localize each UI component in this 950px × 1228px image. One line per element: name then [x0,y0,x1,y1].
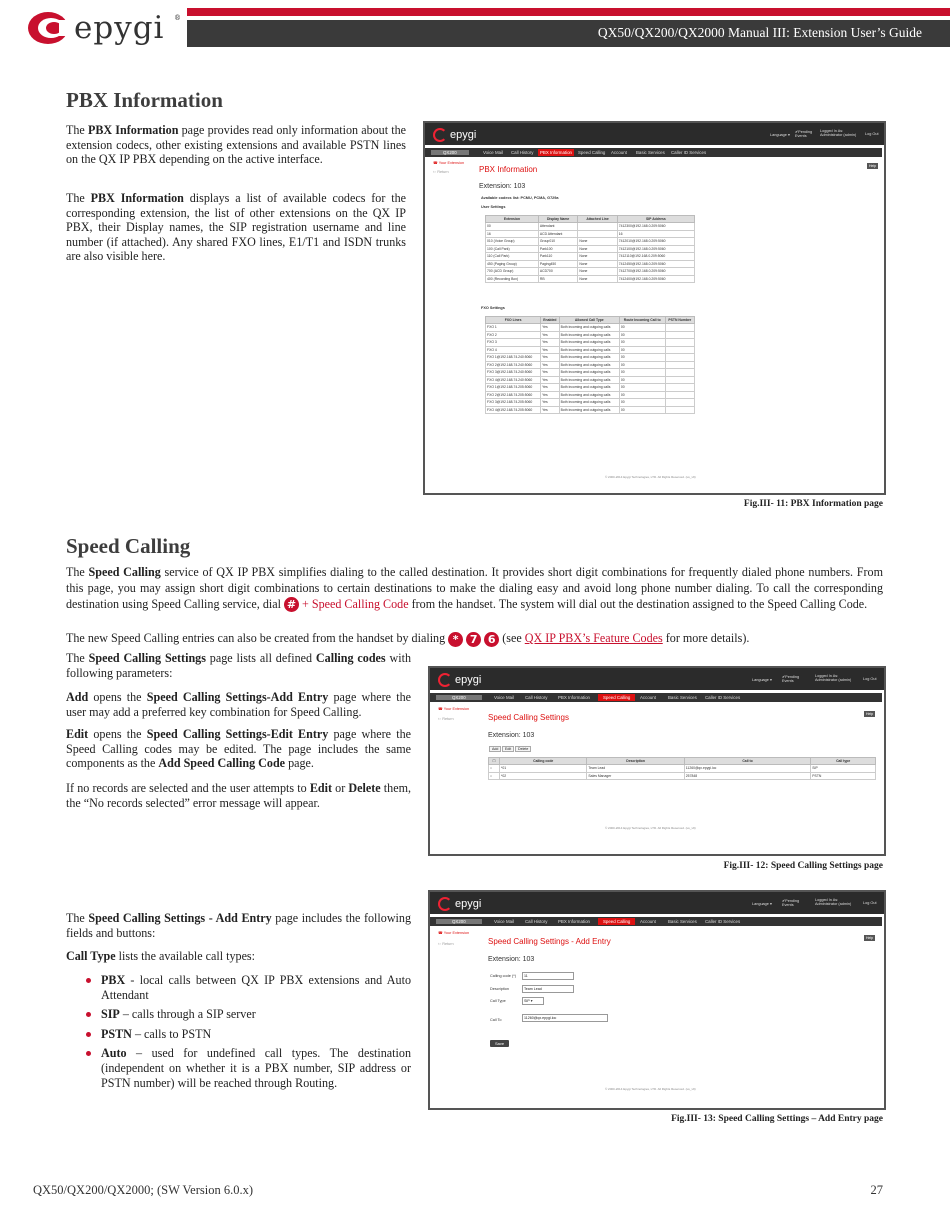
speed-paragraph-add: Add opens the Speed Calling Settings-Add Entry page where the user may add a preferred key combination for Speed Calling. [66,690,412,719]
table-cell: Yes [541,406,560,414]
col-description: Description [587,758,684,765]
table-row [486,238,695,246]
mini-tab-caller-id-services[interactable]: Caller ID Services [671,150,707,155]
table-cell: Yes [541,361,560,369]
table-cell: *02 [500,772,587,780]
figure-caption-13: Fig.III- 13: Speed Calling Settings – Add Entry page [671,1114,883,1124]
feature-codes-link[interactable]: QX IP PBX’s Feature Codes [524,631,663,645]
table-cell: Both incoming and outgoing calls [559,406,619,414]
mini-logo: epygi [438,673,481,687]
mini-page-title: Speed Calling Settings - Add Entry [488,937,611,946]
mini-user-settings-label: User Settings [481,205,506,209]
table-cell: 7412450@192.168.0.209:5060 [617,260,694,268]
table-cell: FXO 3@192.168.74.205:5060 [486,399,541,407]
mini-tab-account[interactable]: Account [640,695,656,700]
table-cell: 11260@qx.epygi.loc [684,765,811,773]
speed-paragraph-add-entry: The Speed Calling Settings - Add Entry page includes the following fields and buttons: [66,911,412,940]
table-cell: Yes [541,391,560,399]
table-cell: FXO 2@192.168.74.205:5060 [486,391,541,399]
table-cell: FXO 1@192.168.74.205:5060 [486,384,541,392]
mini-description-input[interactable]: Team Lead [522,985,574,993]
table-row [486,339,695,347]
table-cell: 00 [619,361,665,369]
pbx-paragraph-2: The PBX Information displays a list of available codecs for the corresponding extension, the list of other extensions on the QX IP PBX, their Display names, the SIP registration username and line number (if attached). Any shared FXO lines, E1/T1 and ISDN trunks are also visible here. [66,191,407,264]
speed-paragraph-2: The new Speed Calling entries can also be created from the handset by dialing * 7 6 (see QX IP PBX’s Feature Codes for more details). [66,631,750,646]
table-cell [665,369,694,377]
registered-mark: ® [174,14,181,22]
mini-tab-speed-calling[interactable]: Speed Calling [578,150,606,155]
speed-calling-add-entry-screenshot [428,890,886,1110]
table-cell: None [578,260,617,268]
epygi-logo [24,8,184,48]
col-route-incoming: Route Incoming Call to [619,317,665,324]
document-title: QX50/QX200/QX2000 Manual III: Extension User’s Guide [597,25,922,40]
mini-side-your-extension[interactable]: ☎ Your Extension [438,931,470,935]
table-cell: None [578,245,617,253]
table-cell: Both incoming and outgoing calls [559,391,619,399]
mini-fxo-table [485,316,695,414]
mini-tab-pbx-information[interactable]: PBX Information [558,919,590,924]
pbx-information-screenshot [423,121,886,495]
table-cell: Yes [541,324,560,332]
mini-logged-in: Logged In As: Administrator (admin) [820,129,857,137]
table-cell: 00 [619,346,665,354]
table-cell: None [578,268,617,276]
table-cell: Both incoming and outgoing calls [559,399,619,407]
table-row [486,324,695,332]
speed-calling-settings-screenshot [428,666,886,856]
pbx-heading: PBX Information [66,88,223,112]
table-cell: SIP [811,765,876,773]
table-cell: 00 [619,399,665,407]
table-row [489,772,876,780]
table-row [486,354,695,362]
col-calling-code: Calling code [500,758,587,765]
mini-tab-account[interactable]: Account [640,919,656,924]
mini-help-button[interactable]: Help [866,936,874,940]
mini-side-return[interactable]: ⇦ Return [438,942,454,946]
table-cell: Group010 [538,238,577,246]
table-cell [665,346,694,354]
col-fxo-lines: FXO Lines [486,317,541,324]
mini-tab-pbx-information[interactable]: PBX Information [558,695,590,700]
table-cell: Yes [541,331,560,339]
table-cell: 16 [617,230,694,238]
table-row [486,376,695,384]
table-cell [665,331,694,339]
col-call-to: Call to [684,758,811,765]
mini-tab-voice-mail[interactable]: Voice Mail [494,695,515,700]
col-attached-line: Attached Line [578,216,617,223]
table-cell: 7412100@192.168.0.209:5060 [617,245,694,253]
mini-tab-caller-id-services[interactable]: Caller ID Services [705,919,741,924]
table-cell: ACD Attendant [538,230,577,238]
mini-call-type-label: Call Type [490,999,506,1003]
mini-speed-calling-table [488,757,876,780]
table-cell: 257848 [684,772,811,780]
table-cell: Both incoming and outgoing calls [559,346,619,354]
table-cell: 00 [619,376,665,384]
table-row [486,346,695,354]
mini-delete-button[interactable]: Delete [515,746,531,752]
table-row [486,406,695,414]
mini-tab-call-history[interactable]: Call History [525,695,548,700]
footer-version: QX50/QX200/QX2000; (SW Version 6.0.x) [33,1183,254,1197]
mini-side-return[interactable]: ⇦ Return [438,717,454,721]
table-row [486,391,695,399]
mini-tab-caller-id-services[interactable]: Caller ID Services [705,695,741,700]
header-red-bar [187,8,950,16]
figure-caption-12: Fig.III- 12: Speed Calling Settings page [723,861,883,871]
mini-description-label: Description [490,987,509,991]
mini-tab-voice-mail[interactable]: Voice Mail [494,919,515,924]
table-cell: None [578,275,617,283]
table-row [486,275,695,283]
table-cell [665,384,694,392]
table-cell: 700 (ACD Group) [486,268,539,276]
table-cell: FXO 4@192.168.74.205:5060 [486,406,541,414]
mini-logged-in: Logged In As: Administrator (admin) [815,898,852,906]
speed-paragraph-call-type: Call Type lists the available call types: [66,949,255,963]
table-row [486,230,695,238]
table-cell: 16 [486,230,539,238]
table-cell: 00 [619,369,665,377]
table-cell: FXO 1@192.168.74.240:5060 [486,354,541,362]
mini-copyright: © 2000-2014 Epygi Technologies, LTD. All Rights Reserved. (us_v9) [605,826,696,830]
table-cell: Yes [541,399,560,407]
table-row [486,260,695,268]
mini-tab-basic-services[interactable]: Basic Services [636,150,665,155]
mini-tab-basic-services[interactable]: Basic Services [668,919,697,924]
table-cell: 00 [619,324,665,332]
table-cell: Yes [541,384,560,392]
table-cell: Park100 [538,245,577,253]
mini-save-button[interactable]: Save [490,1040,509,1047]
table-cell: Sales Manager [587,772,684,780]
table-row [486,268,695,276]
table-cell: Both incoming and outgoing calls [559,369,619,377]
mini-logged-in: Logged In As: Administrator (admin) [815,674,852,682]
col-pstn-number: PSTN Number [665,317,694,324]
table-cell: Yes [541,354,560,362]
list-item-pbx: PBX - local calls between QX IP PBX extensions and Auto Attendant [66,973,411,1002]
table-cell: 00 [619,406,665,414]
table-cell: Both incoming and outgoing calls [559,339,619,347]
table-cell: Yes [541,346,560,354]
mini-extension-label: Extension: 103 [479,183,526,190]
table-cell: 00 [619,354,665,362]
table-cell: 110 (Call Park) [486,253,539,261]
table-cell: 010 (Voice Group) [486,238,539,246]
table-cell [665,406,694,414]
mini-calling-code-input[interactable]: 11 [522,972,574,980]
table-cell [665,339,694,347]
table-cell: 450 (Paging Group) [486,260,539,268]
mini-pending-events[interactable]: ✔Pending Events [795,130,813,138]
mini-model-label: QX200 [436,919,482,924]
table-cell: Park110 [538,253,577,261]
table-cell: 00 [619,339,665,347]
table-cell: PSTN [811,772,876,780]
mini-tab-pbx-information[interactable]: PBX Information [540,150,572,155]
table-cell: Paging450 [538,260,577,268]
table-cell: 7412300@192.168.0.209:5060 [617,223,694,231]
table-cell [578,223,617,231]
col-display-name: Display Name [538,216,577,223]
table-cell: Yes [541,376,560,384]
table-cell: FXO 4 [486,346,541,354]
logo-text: epygi [74,10,165,46]
table-cell: FXO 3 [486,339,541,347]
table-cell: 400 (Recording Box) [486,275,539,283]
mini-language-menu[interactable]: Language ▾ [770,133,790,137]
mini-page-title: PBX Information [479,165,538,174]
mini-tab-call-history[interactable]: Call History [525,919,548,924]
pbx-paragraph-1: The PBX Information page provides read only information about the extension codecs, other existing extensions and available PSTN lines on the QX IP PBX depending on the active interface. [66,123,406,167]
mini-edit-button[interactable]: Edit [502,746,514,752]
mini-help-button[interactable]: Help [866,712,874,716]
mini-tab-speed-calling[interactable]: Speed Calling [598,918,635,925]
table-row [486,223,695,231]
table-cell: ACD700 [538,268,577,276]
mini-side-your-extension[interactable]: ☎ Your Extension [438,707,470,711]
mini-tab-call-history[interactable]: Call History [511,150,534,155]
col-call-type: Call type [811,758,876,765]
table-cell [578,230,617,238]
mini-model-label: QX200 [436,695,482,700]
table-row [486,331,695,339]
mini-extension-label: Extension: 103 [488,956,535,963]
table-cell: 7412700@192.168.0.209:5060 [617,268,694,276]
table-cell: 100 (Call Park) [486,245,539,253]
call-type-list [66,973,411,1095]
hash-key-icon: # [284,597,299,612]
mini-fxo-settings-label: FXO Settings [481,306,505,310]
table-cell [665,391,694,399]
table-cell: FXO 3@192.168.74.240:5060 [486,369,541,377]
table-cell: Team Lead [587,765,684,773]
mini-side-your-extension[interactable]: ☎ Your Extension [433,161,465,165]
table-cell: *01 [500,765,587,773]
col-sip-address: SIP Address [617,216,694,223]
table-cell: Both incoming and outgoing calls [559,361,619,369]
mini-page-title: Speed Calling Settings [488,713,569,722]
figure-caption-11: Fig.III- 11: PBX Information page [743,499,883,509]
table-cell: Yes [541,339,560,347]
table-cell: 7412400@192.168.0.209:5060 [617,275,694,283]
table-row [486,384,695,392]
table-cell [665,399,694,407]
col-select[interactable]: ☐ [489,758,500,765]
table-row [486,369,695,377]
mini-call-to-label: Call To [490,1018,502,1022]
mini-logout[interactable]: Log Out [863,901,877,905]
mini-pending-events[interactable]: ✔Pending Events [782,675,800,683]
table-cell: None [578,238,617,246]
table-cell: 7412110@192.168.0.209:5060 [617,253,694,261]
table-cell: Both incoming and outgoing calls [559,376,619,384]
mini-logout[interactable]: Log Out [865,132,879,136]
star-key-icon: * [448,632,463,647]
mini-codecs: Available codecs list: PCMU, PCMA, G729a [481,196,559,200]
mini-model-label: QX200 [431,150,469,155]
table-cell: FXO 4@192.168.74.240:5060 [486,376,541,384]
table-cell [665,376,694,384]
speed-calling-heading: Speed Calling [66,534,191,558]
mini-call-to-input[interactable]: 11260@qx.epygi.loc [522,1014,608,1022]
mini-logo: epygi [433,128,476,142]
mini-logo: epygi [438,897,481,911]
list-item-pstn: PSTN – calls to PSTN [66,1027,411,1042]
mini-calling-code-label: Calling code (*) [490,974,516,978]
mini-logout[interactable]: Log Out [863,677,877,681]
list-item-auto: Auto – used for undefined call types. The destination (independent on whether it is a PBX number, SIP address or PSTN number) will be reached through Routing. [66,1046,411,1090]
mini-copyright: © 2000-2014 Epygi Technologies, LTD. All Rights Reserved. (us_v9) [605,475,696,479]
table-cell: FXO 2@192.168.74.240:5060 [486,361,541,369]
table-cell: 00 [619,331,665,339]
mini-call-type-select[interactable]: SIP ▾ [522,997,544,1005]
mini-language-menu[interactable]: Language ▾ [752,902,772,906]
mini-pending-events[interactable]: ✔Pending Events [782,899,800,907]
mini-language-menu[interactable]: Language ▾ [752,678,772,682]
mini-tab-voice-mail[interactable]: Voice Mail [483,150,504,155]
table-cell: FXO 1 [486,324,541,332]
col-allowed-call-type: Allowed Call Type [559,317,619,324]
six-key-icon: 6 [484,632,499,647]
col-extension: Extension [486,216,539,223]
table-cell: Yes [541,369,560,377]
table-cell: Both incoming and outgoing calls [559,354,619,362]
mini-tab-account[interactable]: Account [611,150,627,155]
table-cell: 00 [619,384,665,392]
mini-side-return[interactable]: ⇦ Return [433,170,449,174]
table-cell [665,354,694,362]
table-row [486,253,695,261]
row-select-radio[interactable]: ○ [489,772,500,780]
table-cell: 00 [486,223,539,231]
table-cell: Attendant [538,223,577,231]
col-enabled: Enabled [541,317,560,324]
row-select-radio[interactable]: ○ [489,765,500,773]
mini-help-button[interactable]: Help [869,164,877,168]
table-cell: None [578,253,617,261]
mini-extension-label: Extension: 103 [488,732,535,739]
table-row [486,361,695,369]
table-cell [665,324,694,332]
mini-tab-basic-services[interactable]: Basic Services [668,695,697,700]
list-item-sip: SIP – calls through a SIP server [66,1007,411,1022]
mini-extensions-table [485,215,695,283]
speed-paragraph-1: The Speed Calling service of QX IP PBX simplifies dialing to the called destination. It provides short digit combinations for frequently dialed phone numbers. From this page, you may assign short digit combinations to certain destinations to make the dialing easy and avoid long phone number dialing. To call the corresponding destination using Speed Calling service, dial # + Speed Calling Code from the handset. The system will dial out the destination assigned to the Speed Calling Code. [66,565,883,612]
mini-copyright: © 2000-2014 Epygi Technologies, LTD. All Rights Reserved. (us_v9) [605,1087,696,1091]
table-cell: RB [538,275,577,283]
speed-paragraph-no-records: If no records are selected and the user attempts to Edit or Delete them, the “No records selected” error message will appear. [66,781,412,810]
table-cell [665,361,694,369]
mini-add-button[interactable]: Add [489,746,501,752]
table-cell: Both incoming and outgoing calls [559,331,619,339]
table-row [486,245,695,253]
mini-tab-speed-calling[interactable]: Speed Calling [598,694,635,701]
seven-key-icon: 7 [466,632,481,647]
table-cell: 7412010@192.168.0.209:5060 [617,238,694,246]
table-cell: Both incoming and outgoing calls [559,384,619,392]
table-cell: 00 [619,391,665,399]
table-cell: Both incoming and outgoing calls [559,324,619,332]
speed-paragraph-3: The Speed Calling Settings page lists all defined Calling codes with following parameters: [66,651,412,680]
table-row [486,399,695,407]
table-row [489,765,876,773]
speed-paragraph-edit: Edit opens the Speed Calling Settings-Edit Entry page where the Speed Calling codes may be edited. The page includes the same components as the Add Speed Calling Code page. [66,727,412,771]
table-cell: FXO 2 [486,331,541,339]
page-number: 27 [870,1183,883,1197]
